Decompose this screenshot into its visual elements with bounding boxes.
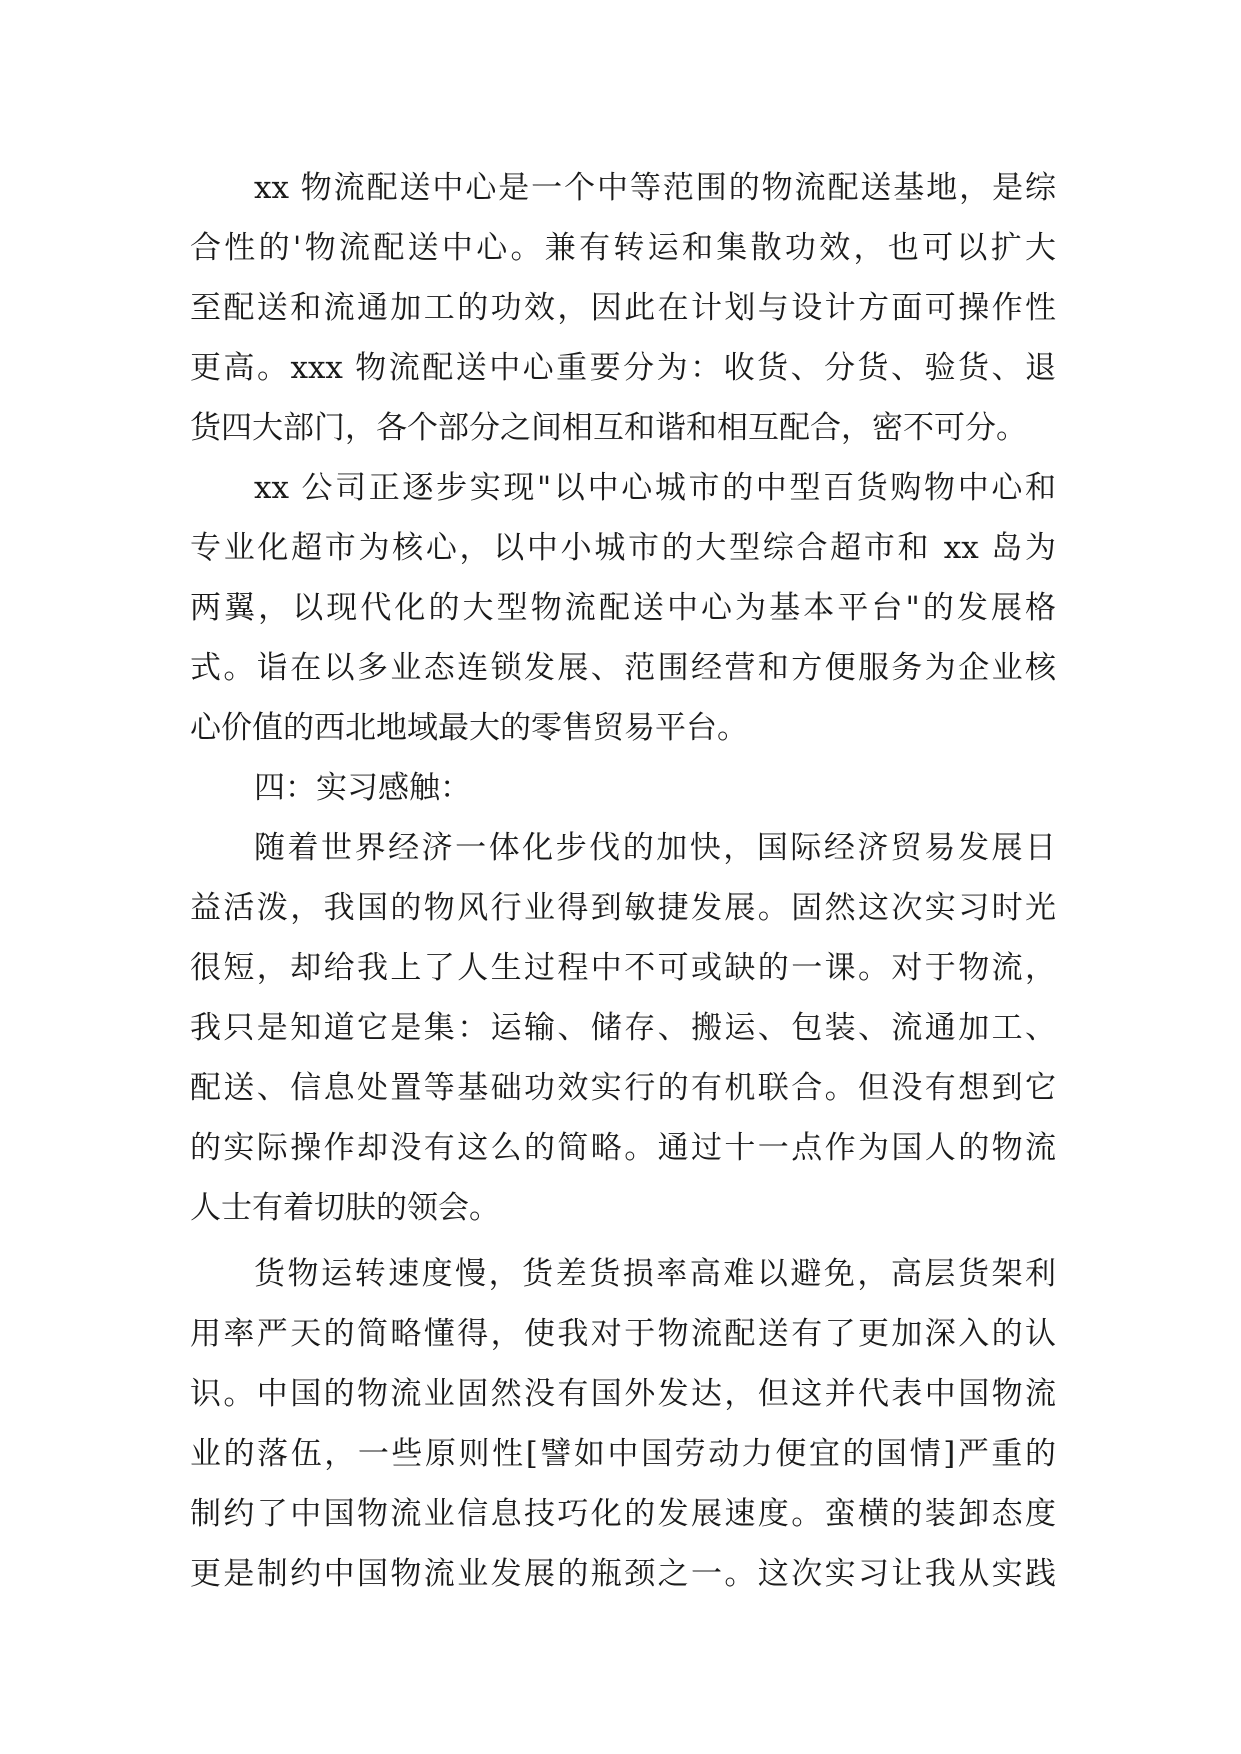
text-line: 合性的'物流配送中心。兼有转运和集散功效，也可以扩大 — [190, 230, 1056, 266]
section-heading-text: 四：实习感触： — [254, 770, 471, 806]
text-line: 人士有着切肤的领会。 — [190, 1190, 500, 1226]
text-line: 式。诣在以多业态连锁发展、范围经营和方便服务为企业核 — [190, 650, 1056, 686]
text-line: 两翼，以现代化的大型物流配送中心为基本平台"的发展格 — [190, 590, 1056, 626]
text-line: 很短，却给我上了人生过程中不可或缺的一课。对于物流， — [190, 950, 1056, 986]
text-line: 配送、信息处置等基础功效实行的有机联合。但没有想到它 — [190, 1070, 1056, 1106]
text-line: 更高。xxx 物流配送中心重要分为：收货、分货、验货、退 — [190, 350, 1056, 386]
paragraph-logistics-issues — [190, 1244, 1056, 1604]
text-line: 心价值的西北地域最大的零售贸易平台。 — [190, 710, 748, 746]
text-line: 益活泼，我国的物风行业得到敏捷发展。固然这次实习时光 — [190, 890, 1056, 926]
document-body — [190, 158, 1056, 1604]
text-line: 货四大部门，各个部分之间相互和谐和相互配合，密不可分。 — [190, 410, 1027, 446]
paragraph-company-strategy — [190, 458, 1056, 758]
text-line: 制约了中国物流业信息技巧化的发展速度。蛮横的装卸态度 — [190, 1496, 1056, 1532]
text-line: 更是制约中国物流业发展的瓶颈之一。这次实习让我从实践 — [190, 1556, 1056, 1592]
text-line: 至配送和流通加工的功效，因此在计划与设计方面可操作性 — [190, 290, 1056, 326]
paragraph-logistics-center — [190, 158, 1056, 458]
text-line: 识。中国的物流业固然没有国外发达，但这并代表中国物流 — [190, 1376, 1056, 1412]
section-heading — [190, 758, 1056, 818]
text-line: 业的落伍，一些原则性[譬如中国劳动力便宜的国情]严重的 — [190, 1436, 1056, 1472]
text-line: 货物运转速度慢，货差货损率高难以避免，高层货架利 — [254, 1256, 1056, 1292]
text-line: 我只是知道它是集：运输、储存、搬运、包装、流通加工、 — [190, 1010, 1056, 1046]
text-line: 的实际操作却没有这么的简略。通过十一点作为国人的物流 — [190, 1130, 1056, 1166]
text-line: 随着世界经济一体化步伐的加快，国际经济贸易发展日 — [254, 830, 1056, 866]
text-line: xx 公司正逐步实现"以中心城市的中型百货购物中心和 — [254, 470, 1056, 506]
paragraph-internship-reflection — [190, 818, 1056, 1238]
text-line: 专业化超市为核心，以中小城市的大型综合超市和 xx 岛为 — [190, 530, 1056, 566]
text-line: 用率严天的简略懂得，使我对于物流配送有了更加深入的认 — [190, 1316, 1056, 1352]
text-line: xx 物流配送中心是一个中等范围的物流配送基地，是综 — [254, 170, 1056, 206]
